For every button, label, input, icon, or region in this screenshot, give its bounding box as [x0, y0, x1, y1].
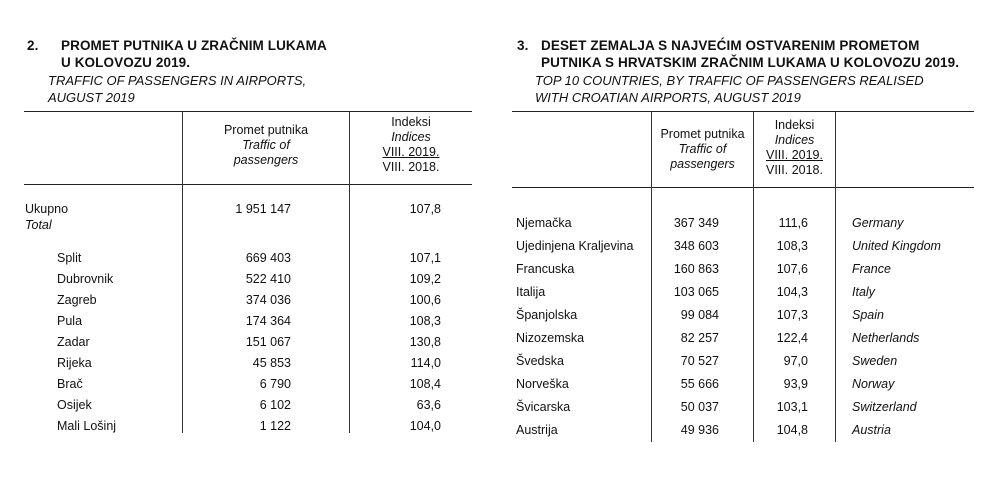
header-indices-hr: Indeksi — [774, 118, 815, 132]
header-indices-numerator: VIII. 2019. — [382, 145, 440, 159]
country-name-en: Italy — [852, 285, 875, 299]
passenger-count: 70 527 — [680, 354, 719, 368]
country-name-hr: Španjolska — [516, 308, 578, 322]
airport-name: Split — [57, 251, 82, 265]
passenger-count: 50 037 — [680, 400, 719, 414]
index-value: 108,4 — [409, 377, 441, 391]
table-2-title-hr-line2: U KOLOVOZU 2019. — [61, 55, 191, 70]
country-name-hr: Italija — [516, 285, 546, 299]
passenger-count: 174 364 — [245, 314, 291, 328]
table-3-header-indices — [754, 118, 835, 178]
passenger-count: 49 936 — [680, 423, 719, 437]
header-passengers-en-1: Traffic of — [678, 142, 727, 156]
passenger-count: 55 666 — [680, 377, 719, 391]
country-name-hr: Njemačka — [516, 216, 572, 230]
table-3-header-rule — [512, 187, 974, 188]
header-passengers-en-1: Traffic of — [242, 138, 290, 152]
country-name-hr: Norveška — [516, 377, 569, 391]
country-name-hr: Nizozemska — [516, 331, 585, 345]
table-row — [0, 284, 1000, 300]
country-name-hr: Francuska — [516, 262, 575, 276]
total-label-en: Total — [25, 218, 52, 232]
index-value: 97,0 — [783, 354, 808, 368]
passenger-count: 6 790 — [259, 377, 291, 391]
table-3-number: 3. — [517, 38, 529, 53]
passenger-count: 6 102 — [259, 398, 291, 412]
table-2-top-rule — [24, 111, 472, 112]
airport-name: Mali Lošinj — [57, 419, 117, 433]
index-value: 108,3 — [409, 314, 441, 328]
country-name-en: Austria — [852, 423, 891, 437]
header-passengers-en-2: passengers — [670, 157, 735, 171]
country-name-en: Switzerland — [852, 400, 917, 414]
table-row — [0, 238, 1000, 254]
header-passengers-en-2: passengers — [233, 153, 299, 167]
table-2-number: 2. — [27, 38, 39, 53]
airport-name: Osijek — [57, 398, 92, 412]
index-value: 104,0 — [409, 419, 441, 433]
passenger-count: 103 065 — [673, 285, 719, 299]
header-passengers-hr: Promet putnika — [223, 123, 309, 137]
airport-name: Zadar — [57, 335, 90, 349]
passenger-count: 160 863 — [673, 262, 719, 276]
total-index: 107,8 — [409, 202, 441, 216]
table-row — [0, 261, 1000, 277]
country-name-hr: Švedska — [516, 354, 564, 368]
passenger-count: 522 410 — [245, 272, 291, 286]
table-row — [0, 376, 1000, 392]
country-name-hr: Švicarska — [516, 400, 571, 414]
airport-name: Brač — [57, 377, 83, 391]
country-name-en: United Kingdom — [852, 239, 941, 253]
table-2-header-rule — [24, 184, 472, 185]
table-3-top-rule — [512, 111, 974, 112]
table-3-title-en-line2: WITH CROATIAN AIRPORTS, AUGUST 2019 — [535, 90, 801, 105]
table-2-header-passengers — [183, 123, 349, 168]
index-value: 111,6 — [778, 216, 808, 230]
header-indices-hr: Indeksi — [391, 115, 431, 129]
table-3-title-hr-line1: DESET ZEMALJA S NAJVEĆIM OSTVARENIM PROMETOM — [541, 38, 920, 53]
airport-name: Rijeka — [57, 356, 92, 370]
table-row — [0, 353, 1000, 369]
country-name-en: France — [852, 262, 891, 276]
country-name-en: Germany — [852, 216, 904, 230]
passenger-count: 151 067 — [245, 335, 291, 349]
table-2-header-indices — [350, 115, 472, 175]
index-value: 107,3 — [776, 308, 808, 322]
table-3-title-hr-line2: PUTNIKA S HRVATSKIM ZRAČNIM LUKAMA U KOLOVOZU 2019. — [541, 55, 960, 70]
passenger-count: 99 084 — [680, 308, 719, 322]
country-name-en: Norway — [852, 377, 895, 391]
table-2-title-en-line2: AUGUST 2019 — [48, 90, 135, 105]
passenger-count: 348 603 — [673, 239, 719, 253]
index-value: 63,6 — [416, 398, 441, 412]
index-value: 114,0 — [410, 356, 441, 370]
passenger-count: 367 349 — [673, 216, 719, 230]
table-row — [0, 307, 1000, 323]
index-value: 103,1 — [776, 400, 808, 414]
index-value: 104,3 — [776, 285, 808, 299]
index-value: 100,6 — [409, 293, 441, 307]
country-name-en: Spain — [852, 308, 884, 322]
country-name-hr: Austrija — [516, 423, 558, 437]
table-row — [0, 330, 1000, 346]
header-indices-en: Indices — [774, 133, 815, 147]
table-2-title-en-line1: TRAFFIC OF PASSENGERS IN AIRPORTS, — [48, 73, 307, 88]
passenger-count: 1 122 — [259, 419, 291, 433]
header-passengers-hr: Promet putnika — [660, 127, 745, 141]
index-value: 108,3 — [776, 239, 808, 253]
table-3-divider-3 — [835, 112, 836, 442]
header-indices-denominator: VIII. 2018. — [382, 160, 440, 174]
passenger-count: 669 403 — [245, 251, 291, 265]
country-name-hr: Ujedinjena Kraljevina — [516, 239, 634, 253]
table-row — [0, 215, 1000, 231]
total-label-hr: Ukupno — [25, 202, 69, 216]
header-indices-en: Indices — [391, 130, 431, 144]
table-3-header-passengers — [652, 127, 753, 172]
airport-name: Dubrovnik — [57, 272, 114, 286]
airport-name: Zagreb — [57, 293, 97, 307]
table-3-title-en-line1: TOP 10 COUNTRIES, BY TRAFFIC OF PASSENGERS REALISED — [535, 73, 924, 88]
table-row — [0, 399, 1000, 415]
header-indices-denominator: VIII. 2018. — [766, 163, 823, 177]
airport-name: Pula — [57, 314, 83, 328]
index-value: 122,4 — [776, 331, 808, 345]
header-indices-numerator: VIII. 2019. — [766, 148, 823, 162]
table-2-title-hr-line1: PROMET PUTNIKA U ZRAČNIM LUKAMA — [61, 38, 327, 53]
passenger-count: 82 257 — [680, 331, 719, 345]
passenger-count: 45 853 — [252, 356, 291, 370]
index-value: 109,2 — [409, 272, 441, 286]
index-value: 104,8 — [776, 423, 808, 437]
table-row — [0, 422, 1000, 438]
country-name-en: Sweden — [852, 354, 898, 368]
passenger-count: 374 036 — [245, 293, 291, 307]
country-name-en: Netherlands — [852, 331, 920, 345]
index-value: 107,1 — [409, 251, 441, 265]
index-value: 130,8 — [409, 335, 441, 349]
total-value: 1 951 147 — [235, 202, 291, 216]
index-value: 107,6 — [776, 262, 808, 276]
index-value: 93,9 — [783, 377, 808, 391]
